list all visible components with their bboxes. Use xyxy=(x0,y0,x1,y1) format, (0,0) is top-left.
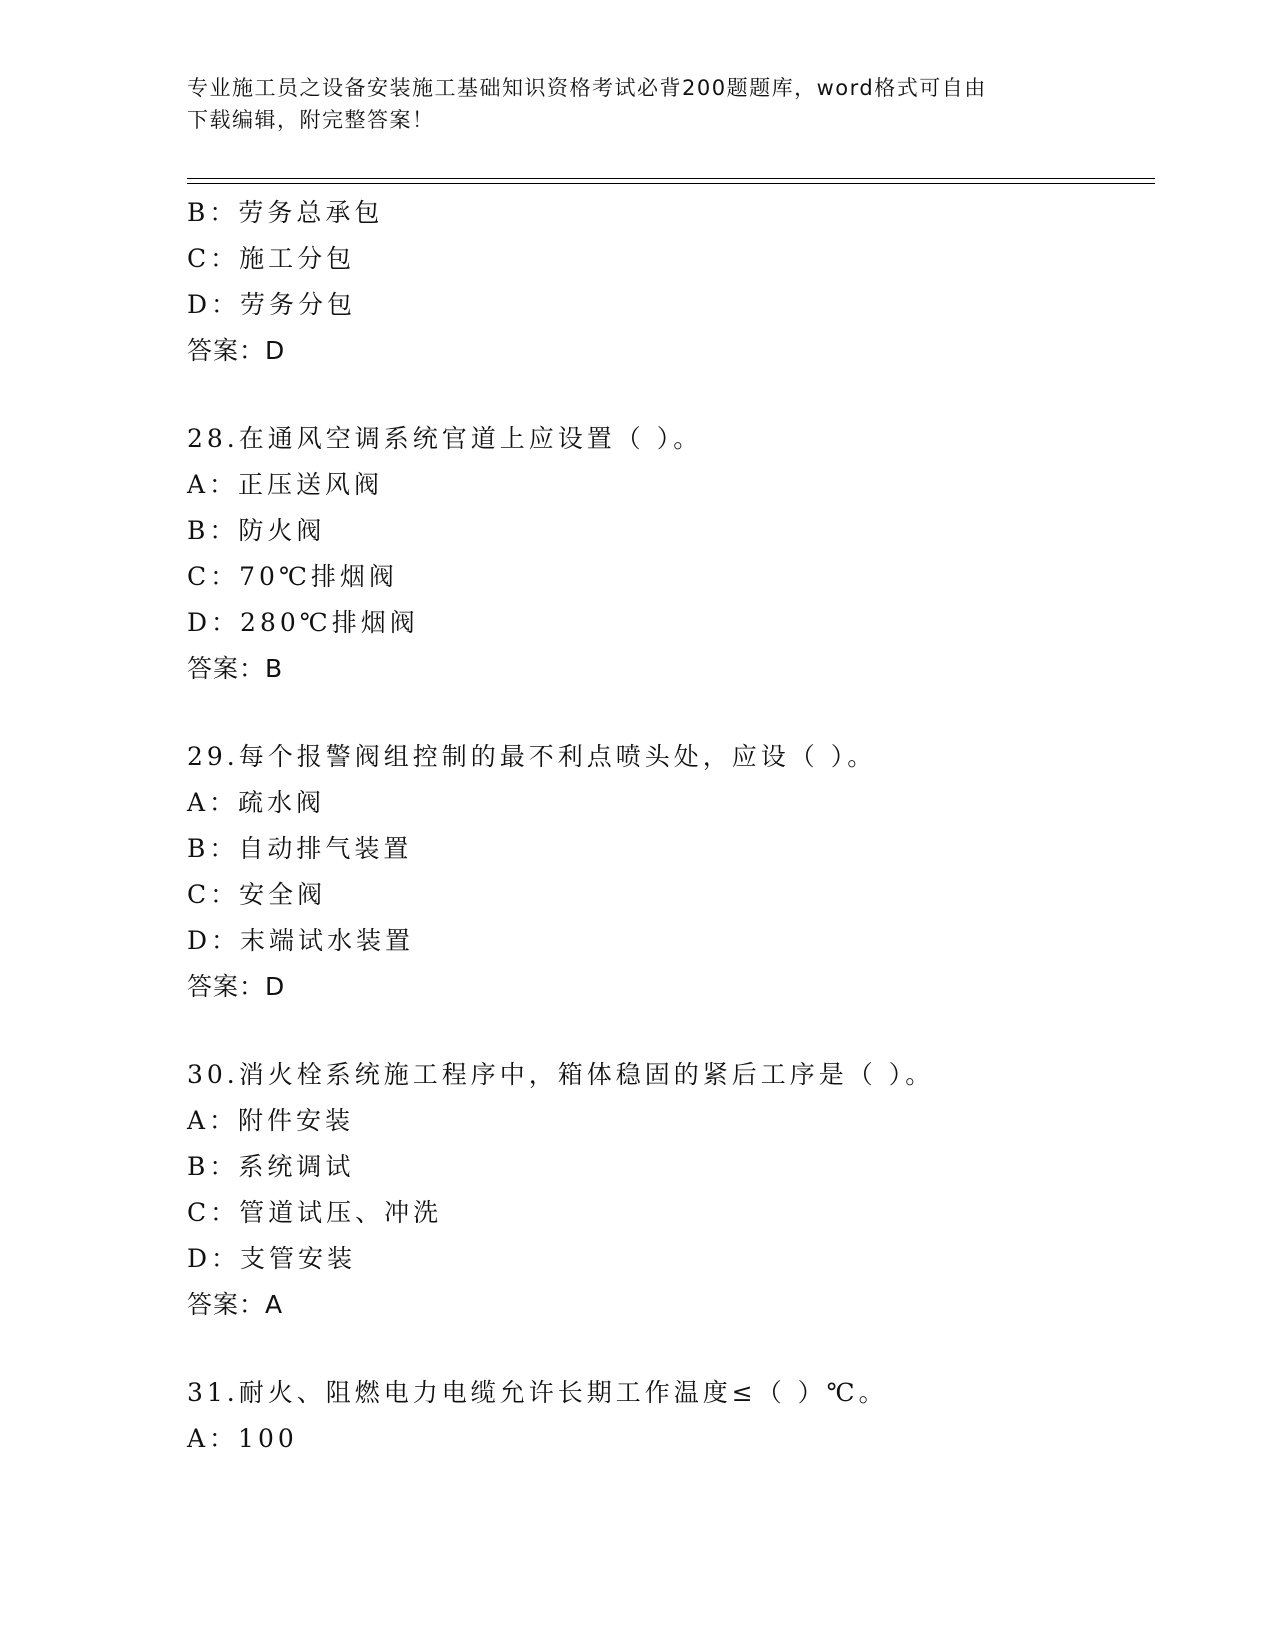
option-b: B：自动排气装置 xyxy=(187,834,413,863)
option-d: D：末端试水装置 xyxy=(187,926,415,955)
option-b: B：劳务总承包 xyxy=(187,198,384,227)
question-text: 29.每个报警阀组控制的最不利点喷头处，应设（ ）。 xyxy=(187,742,877,771)
question-30 xyxy=(187,1052,1155,1328)
option-c: C：70℃排烟阀 xyxy=(187,562,398,591)
answer: 答案：D xyxy=(187,336,286,365)
option-a: A：附件安装 xyxy=(187,1106,355,1135)
question-27-tail xyxy=(187,190,1155,374)
question-text: 30.消火栓系统施工程序中，箱体稳固的紧后工序是（ ）。 xyxy=(187,1060,935,1089)
spacer xyxy=(187,692,1155,734)
spacer xyxy=(187,1010,1155,1052)
option-a: A：正压送风阀 xyxy=(187,470,384,499)
answer: 答案：B xyxy=(187,654,284,683)
spacer xyxy=(187,1328,1155,1370)
answer: 答案：D xyxy=(187,972,286,1001)
document-header xyxy=(187,72,1077,136)
question-31 xyxy=(187,1370,1155,1462)
option-a: A：100 xyxy=(187,1424,298,1453)
option-d: D：支管安装 xyxy=(187,1244,357,1273)
header-line-2: 下载编辑，附完整答案！ xyxy=(187,108,435,132)
question-28 xyxy=(187,416,1155,692)
question-list xyxy=(187,190,1155,1462)
option-a: A：疏水阀 xyxy=(187,788,326,817)
option-c: C：安全阀 xyxy=(187,880,327,909)
answer: 答案：A xyxy=(187,1290,284,1319)
option-b: B：防火阀 xyxy=(187,516,326,545)
option-d: D：280℃排烟阀 xyxy=(187,608,419,637)
option-d: D：劳务分包 xyxy=(187,290,357,319)
question-text: 28.在通风空调系统官道上应设置（ ）。 xyxy=(187,424,703,453)
spacer xyxy=(187,374,1155,416)
header-divider-bottom xyxy=(187,183,1155,184)
header-divider-top xyxy=(187,178,1155,179)
option-c: C：管道试压、冲洗 xyxy=(187,1198,443,1227)
option-b: B：系统调试 xyxy=(187,1152,355,1181)
question-text: 31.耐火、阻燃电力电缆允许长期工作温度≤（ ）℃。 xyxy=(187,1378,888,1407)
option-c: C：施工分包 xyxy=(187,244,356,273)
header-line-1: 专业施工员之设备安装施工基础知识资格考试必背200题题库，word格式可自由 xyxy=(187,76,987,100)
question-29 xyxy=(187,734,1155,1010)
